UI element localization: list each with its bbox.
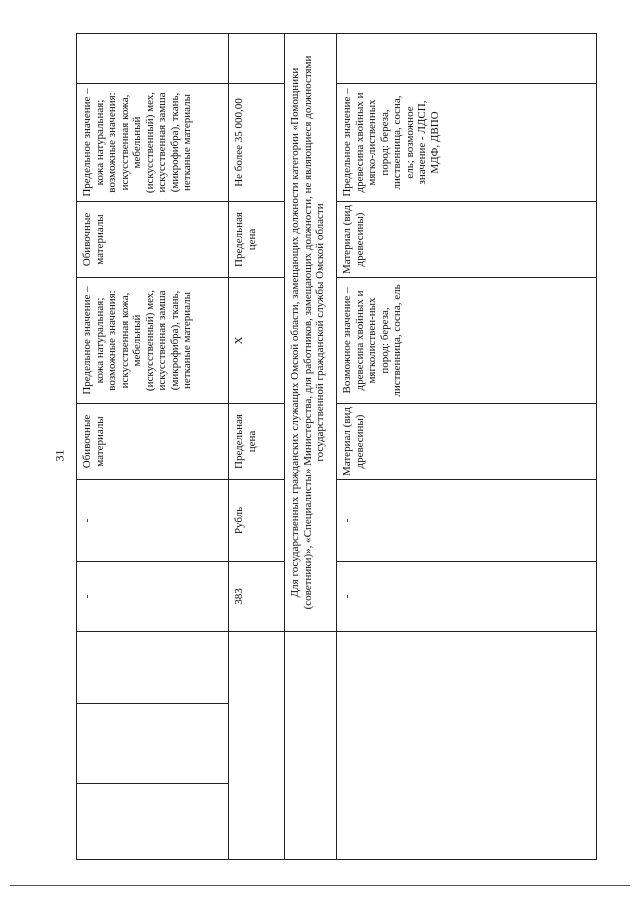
- rotated-table-container: [76, 34, 596, 860]
- table-cell: [77, 632, 229, 704]
- table-cell: [229, 632, 285, 860]
- table-cell: Предельное значение – кожа натуральная; возможные значения: искусственная кожа, мебельный (искусственный) мех, искусственная замша (микрофибра), ткань, нетканые материалы: [77, 84, 229, 202]
- table-cell: Не более 35 000,00: [229, 84, 285, 202]
- table-cell: -: [77, 480, 229, 562]
- table-cell: [229, 34, 285, 84]
- table-cell: Материал (вид древесины): [337, 202, 597, 278]
- section-heading: Для государственных гражданских служащих Омской области, замещающих должности категории «Помощники (советники)», «Специалисты» Министерства, для работников, замещающих должности, не являющиеся должностями государственной гражданской службы Омской области: [285, 34, 337, 632]
- table-cell: Возможное значение – древесина хвойных и мягколиствен-ных пород: береза, лиственница, сосна, ель: [337, 278, 597, 404]
- table-cell: [337, 34, 597, 84]
- table-cell: Предельная цена: [229, 404, 285, 480]
- table-cell: -: [337, 562, 597, 632]
- table-cell: [285, 632, 337, 860]
- table-row: [285, 34, 337, 860]
- table-row: [229, 34, 285, 860]
- footer-divider: [10, 885, 630, 886]
- table-row: [337, 34, 597, 860]
- table-cell: Предельное значение – древесина хвойных и мягко-лиственных пород: береза, лиственница, сосна, ель; возможное значение - ЛДСП, МДФ, ДВПО: [337, 84, 597, 202]
- table-cell: [77, 784, 229, 860]
- table-cell: -: [337, 480, 597, 562]
- table-cell: Х: [229, 278, 285, 404]
- table-cell: [77, 34, 229, 84]
- table-cell: Материал (вид древесины): [337, 404, 597, 480]
- table-cell: Предельная цена: [229, 202, 285, 278]
- table-cell: Рубль: [229, 480, 285, 562]
- table-cell: 383: [229, 562, 285, 632]
- specification-table: [76, 33, 597, 860]
- rotated-table-area: [76, 34, 596, 860]
- table-cell: -: [77, 562, 229, 632]
- table-cell: Обивочные материалы: [77, 404, 229, 480]
- table-cell: [337, 632, 597, 860]
- page-number: 31: [52, 449, 67, 462]
- table-cell: Обивочные материалы: [77, 202, 229, 278]
- table-cell: Предельное значение – кожа натуральная; возможные значения: искусственная кожа, мебельный (искусственный) мех, искусственная замша (микрофибра), ткань, нетканые материалы: [77, 278, 229, 404]
- table-cell: [77, 704, 229, 784]
- table-row: [77, 34, 229, 860]
